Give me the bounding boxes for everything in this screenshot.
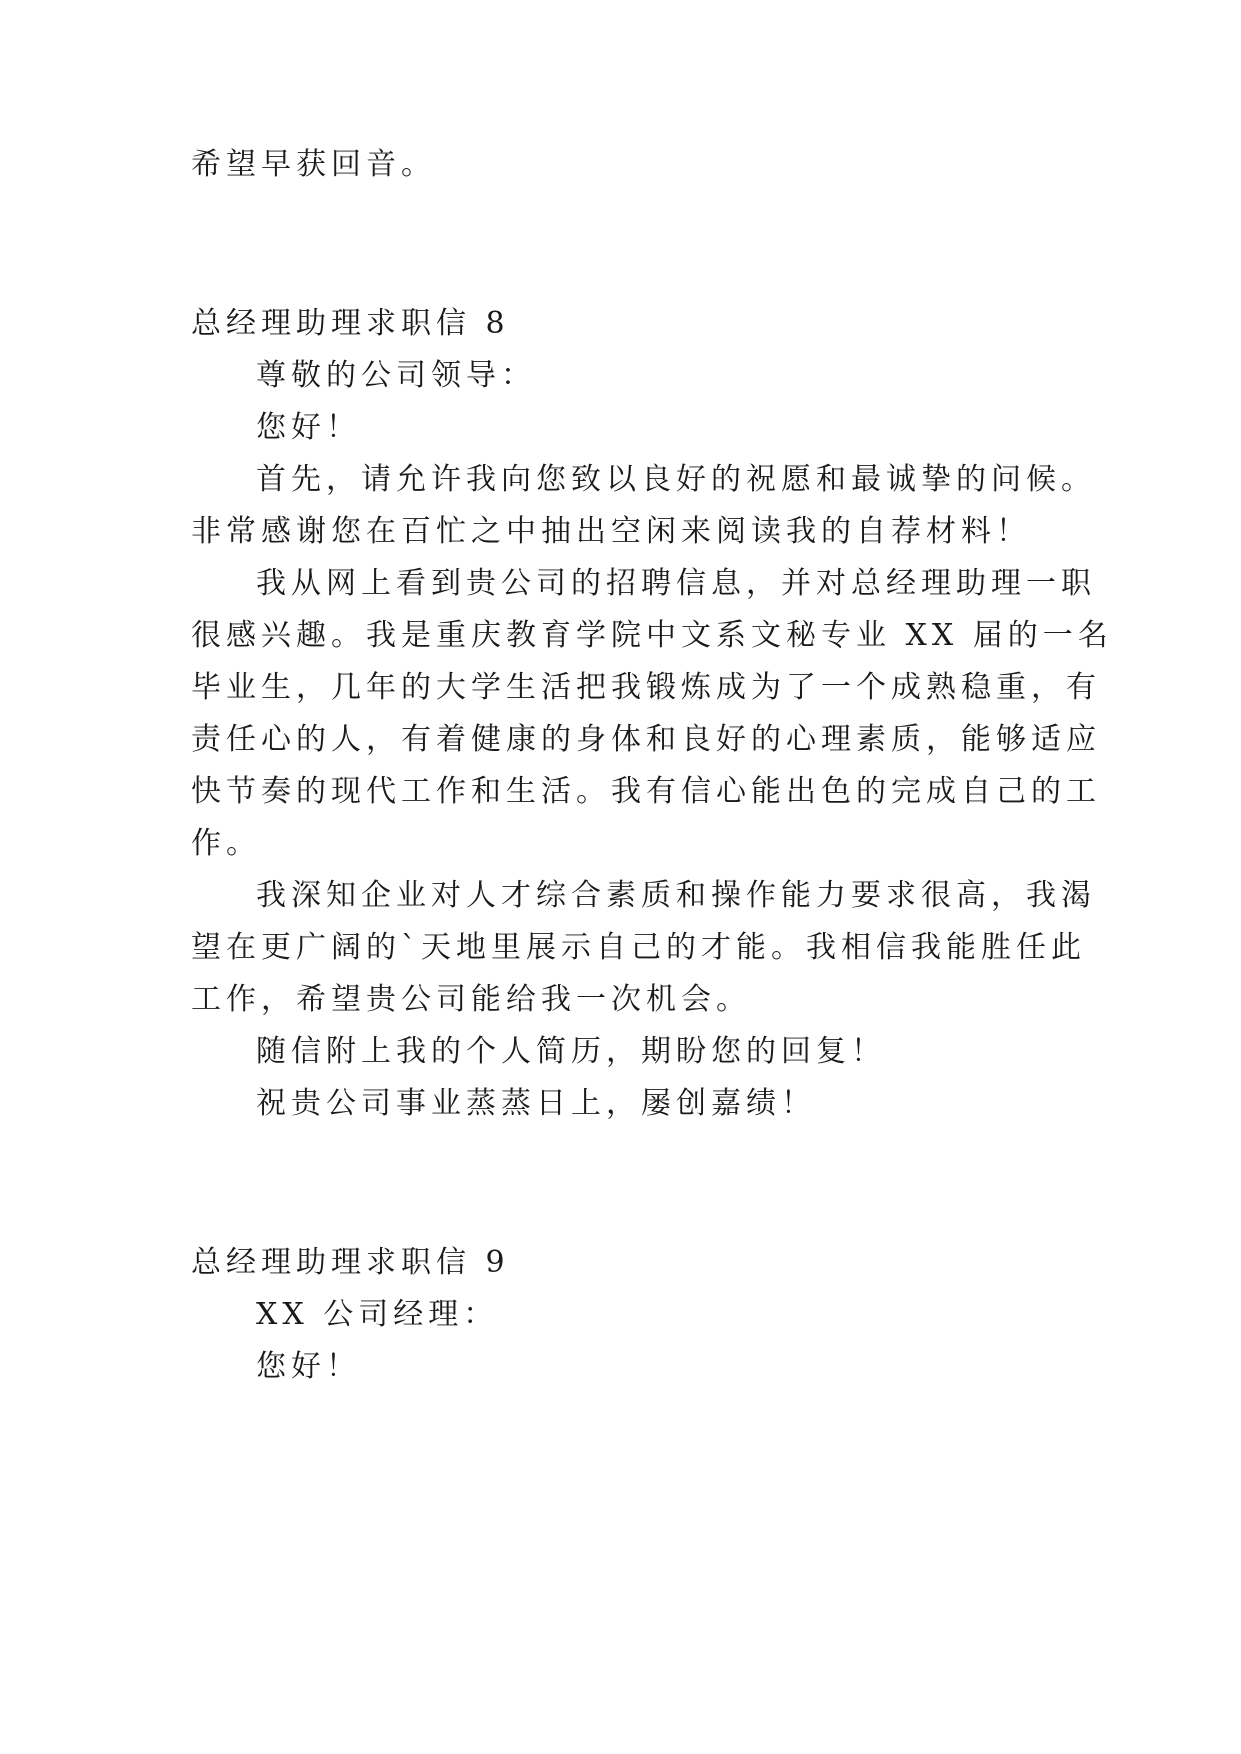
letter-8-paragraph-line: 工作，希望贵公司能给我一次机会。 [191, 982, 751, 1017]
letter-8-salutation: 尊敬的公司领导： [256, 358, 536, 393]
letter-8-paragraph-line: 我深知企业对人才综合素质和操作能力要求很高，我渴 [256, 878, 1096, 913]
letter-9-greeting: 您好！ [256, 1349, 361, 1384]
letter-8-paragraph-line: 望在更广阔的`天地里展示自己的才能。我相信我能胜任此 [191, 930, 1086, 965]
closing-line: 希望早获回音。 [191, 147, 436, 182]
letter-8-title: 总经理助理求职信 8 [191, 306, 510, 341]
letter-8-paragraph-line: 责任心的人，有着健康的身体和良好的心理素质，能够适应 [191, 722, 1101, 757]
letter-8-closing: 祝贵公司事业蒸蒸日上，屡创嘉绩！ [256, 1086, 816, 1121]
letter-8-paragraph-line: 作。 [191, 826, 261, 861]
letter-8-paragraph-line: 非常感谢您在百忙之中抽出空闲来阅读我的自荐材料！ [191, 514, 1031, 549]
letter-8-greeting: 您好！ [256, 410, 361, 445]
letter-8-paragraph-line: 随信附上我的个人简历，期盼您的回复！ [256, 1034, 886, 1069]
letter-8-paragraph-line: 首先，请允许我向您致以良好的祝愿和最诚挚的问候。 [256, 462, 1096, 497]
letter-9-salutation: XX 公司经理： [256, 1297, 499, 1332]
letter-8-paragraph-line: 我从网上看到贵公司的招聘信息，并对总经理助理一职 [256, 566, 1096, 601]
letter-8-paragraph-line: 很感兴趣。我是重庆教育学院中文系文秘专业 XX 届的一名 [191, 618, 1113, 653]
letter-9-title: 总经理助理求职信 9 [191, 1245, 510, 1280]
letter-8-paragraph-line: 毕业生，几年的大学生活把我锻炼成为了一个成熟稳重，有 [191, 670, 1101, 705]
letter-8-paragraph-line: 快节奏的现代工作和生活。我有信心能出色的完成自己的工 [191, 774, 1101, 809]
